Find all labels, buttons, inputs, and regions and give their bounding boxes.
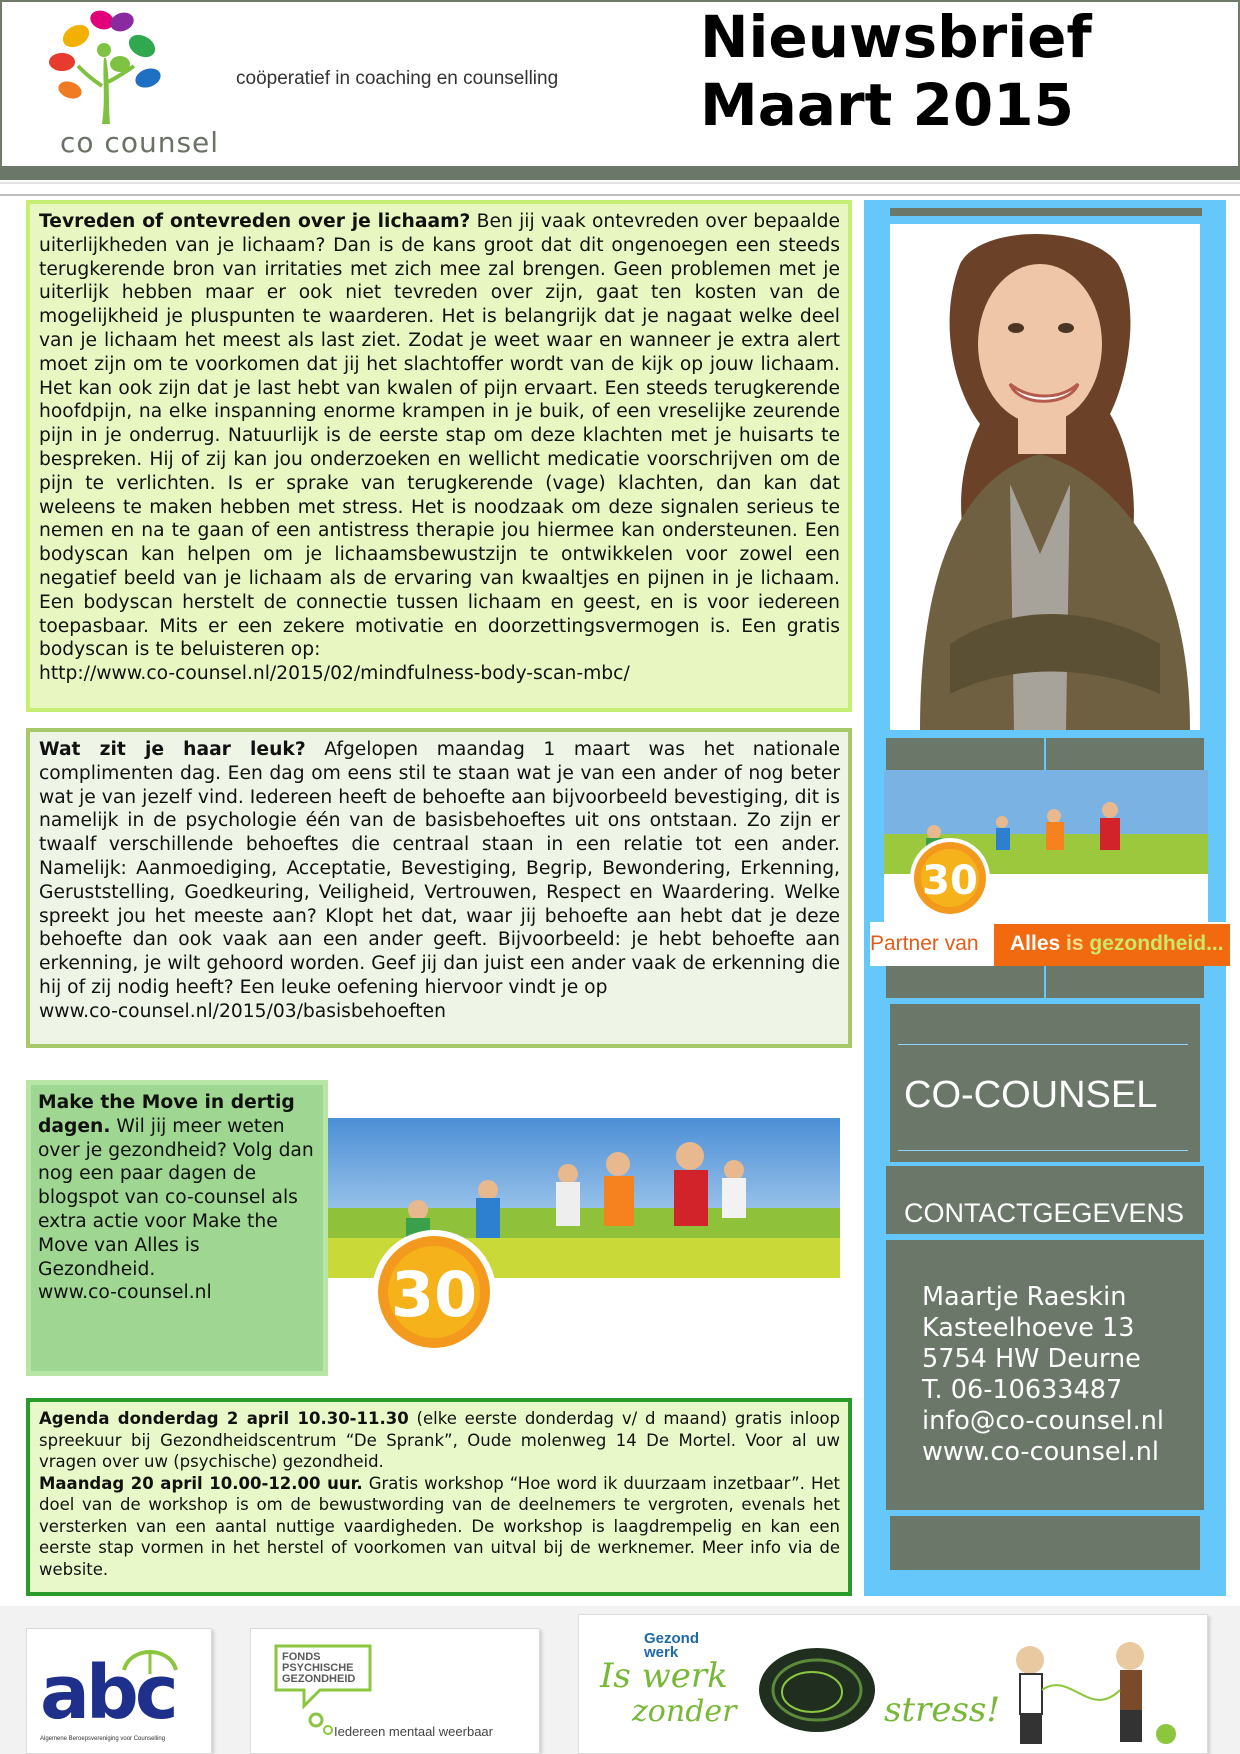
- contact-email[interactable]: info@co-counsel.nl: [922, 1406, 1164, 1436]
- people-tangled-string-icon: [990, 1630, 1180, 1750]
- header-divider-thin: [0, 182, 1240, 196]
- newsletter-date: Maart 2015: [700, 71, 1074, 139]
- article-compliments: [26, 728, 852, 1048]
- sidebar-top-bar: [890, 208, 1202, 216]
- header-tagline: coöperatief in coaching en counselling: [236, 68, 559, 89]
- alles-is-gezondheid-logo[interactable]: Alles is gezondheid...: [1010, 932, 1224, 955]
- article-heading: Tevreden of ontevreden over je lichaam?: [39, 211, 471, 232]
- sidebar-brand-title: CO-COUNSEL: [904, 1074, 1158, 1116]
- contact-title: CONTACTGEGEVENS: [904, 1198, 1185, 1228]
- gezond-werk-slogan-3: stress!: [884, 1690, 1001, 1730]
- gezond-werk-slogan-2: zonder: [632, 1694, 737, 1729]
- agenda-text-2: Gratis workshop “Hoe word ik duurzaam inzetbaar”. Het doel van de workshop is om de bewustwording van de deelnemers te vergroten, evenals het versterken van een aantal nuttige vaardigheden. De workshop is laagdrempelig en kan een eerste stap vormen in het herstel of voorkomen van uitval bij de werknemer. Meer info via de website.: [39, 1473, 840, 1579]
- contact-details: [922, 1282, 1164, 1468]
- agenda-heading-2: Maandag 20 april 10.00-12.00 uur.: [39, 1473, 363, 1493]
- article-agenda: [26, 1398, 852, 1596]
- logo-wordmark: co counsel: [60, 126, 220, 159]
- article-make-the-move: [26, 1080, 328, 1376]
- fonds-tagline: Iedereen mentaal weerbaar: [334, 1724, 493, 1739]
- co-counsel-logo-tree-icon: [40, 6, 180, 132]
- contact-phone[interactable]: T. 06-10633487: [922, 1375, 1123, 1405]
- header-divider: [0, 166, 1240, 180]
- contact-name: Maartje Raeskin: [922, 1282, 1127, 1312]
- article-heading: Make the Move in dertig dagen.: [38, 1092, 295, 1137]
- partner-kids-photo: [884, 770, 1208, 922]
- article-link[interactable]: www.co-counsel.nl: [38, 1282, 212, 1304]
- article-text: Afgelopen maandag 1 maart was het nationale complimenten dag. Een dag om eens stil te staan wat je van een ander of nog beter wat je van jezelf vind. Iedereen heeft de behoefte aan bijvoorbeeld bevestiging, dit is namelijk in de psychologie één van de basisbehoeftes uit ons ontstaan. Zo zijn er twaalf verschillende behoeftes die centraal staan in een relatie tot een ander. Namelijk: Aanmoediging, Acceptatie, Bevestiging, Begrip, Bewondering, Erkenning, Geruststelling, Goedkeuring, Veiligheid, Vertrouwen, Respect en Waardering. Welke spreekt jou het meeste aan? Klopt het dat, waar jij behoefte aan hebt dat je deze behoefte dan ook vaak aan een ander geeft. Bijvoorbeeld: je hebt behoefte aan erkenning, je wilt gehoord worden. Geef jij dan juist een ander vaak de erkenning die hij of zij nodig heeft? Een leuke oefening hiervoor vindt je op: [39, 739, 840, 998]
- contact-street: Kasteelhoeve 13: [922, 1313, 1135, 1343]
- woman-portrait-icon: [890, 224, 1200, 730]
- abc-logo: abc: [40, 1650, 175, 1736]
- portrait-photo: [890, 224, 1200, 730]
- contact-website[interactable]: www.co-counsel.nl: [922, 1437, 1159, 1467]
- umbrella-icon: [120, 1640, 180, 1680]
- badge-30-label: 30: [390, 1258, 478, 1331]
- article-text: Wil jij meer weten over je gezondheid? Volg dan nog een paar dagen de blogspot van co-counsel als extra actie voor Make the Move van Alles is Gezondheid.: [38, 1115, 314, 1280]
- article-heading: Wat zit je haar leuk?: [39, 739, 306, 760]
- agenda-text-1: (elke eerste donderdag v/ d maand) gratis inloop spreekuur bij Gezondheidscentrum “De Sprank”, Oude molenweg 14 De Mortel. Voor al uw vragen over uw (psychische) gezondheid.: [39, 1409, 840, 1471]
- partner-badge-30-label: 30: [922, 858, 978, 904]
- partner-label: Partner van: [870, 932, 979, 955]
- abc-subtitle: Algemene Beroepsvereniging voor Counselling: [40, 1736, 166, 1742]
- article-text: Ben jij vaak ontevreden over bepaalde uiterlijkheden van je lichaam? Dan is de kans groot dat dit ongenoegen een steeds terugkerende bron van irritaties met zich mee zal brengen. Geen problemen met je uiterlijk hebben maar er ook niet tevreden over zijn, gaat ten kosten van de mogelijkheid je pluspunten te waarderen. Het is belangrijk dat je nagaat welke deel van je lichaam het meest als last ziet. Zodat je weet waar en wanneer je extra alert moet zijn om te voorkomen dat jij het slachtoffer wordt van de kijk op jouw lichaam. Het kan ook zijn dat je last hebt van kwalen of pijn ervaart. Een steeds terugkerende hoofdpijn, na elke inspanning enorme krampen in je buik, of een vreselijke zeurende pijn in je onderrug. Natuurlijk is de eerste stap om deze klachten met je huisarts te bespreken. Hij of zij kan jou onderzoeken en wellicht medicatie voorschrijven om de pijn te verlichten. Is er sprake van terugkerende (vage) klachten, dan kan dat weleens te maken hebben met stress. Het is noodzaak om deze signalen serieus te nemen en na te gaan of een antistress therapie jou hiermee kan ondersteunen. Een bodyscan kan helpen om je lichaamsbewustzijn te ontwikkelen voor zowel een negatief beeld van je lichaam als de ervaring van kwaaltjes en pijnen in je lichaam. Een bodyscan herstelt de connectie tussen lichaam en geest, en is voor iedereen toepasbaar. Mits er een zekere motivatie en doorzettingsvermogen is. Een gratis bodyscan is te beluisteren op:: [39, 211, 840, 661]
- sidebar-bottom-panel: [890, 1516, 1200, 1570]
- contact-city: 5754 HW Deurne: [922, 1344, 1141, 1374]
- gezond-werk-title: Gezond werk: [644, 1630, 699, 1661]
- kids-running-photo: [328, 1118, 840, 1356]
- newsletter-title: Nieuwsbrief: [700, 3, 1092, 71]
- fonds-logo-text: FONDS PSYCHISCHE GEZONDHEID: [282, 1651, 356, 1685]
- article-body-image: [26, 200, 852, 712]
- article-link[interactable]: http://www.co-counsel.nl/2015/02/mindfulness-body-scan-mbc/: [39, 663, 630, 685]
- gezond-werk-slogan-1: Is werk: [600, 1656, 728, 1696]
- tangled-scribble-icon: [752, 1640, 882, 1740]
- article-link[interactable]: www.co-counsel.nl/2015/03/basisbehoeften: [39, 1000, 446, 1022]
- agenda-heading-1: Agenda donderdag 2 april 10.30-11.30: [39, 1409, 409, 1428]
